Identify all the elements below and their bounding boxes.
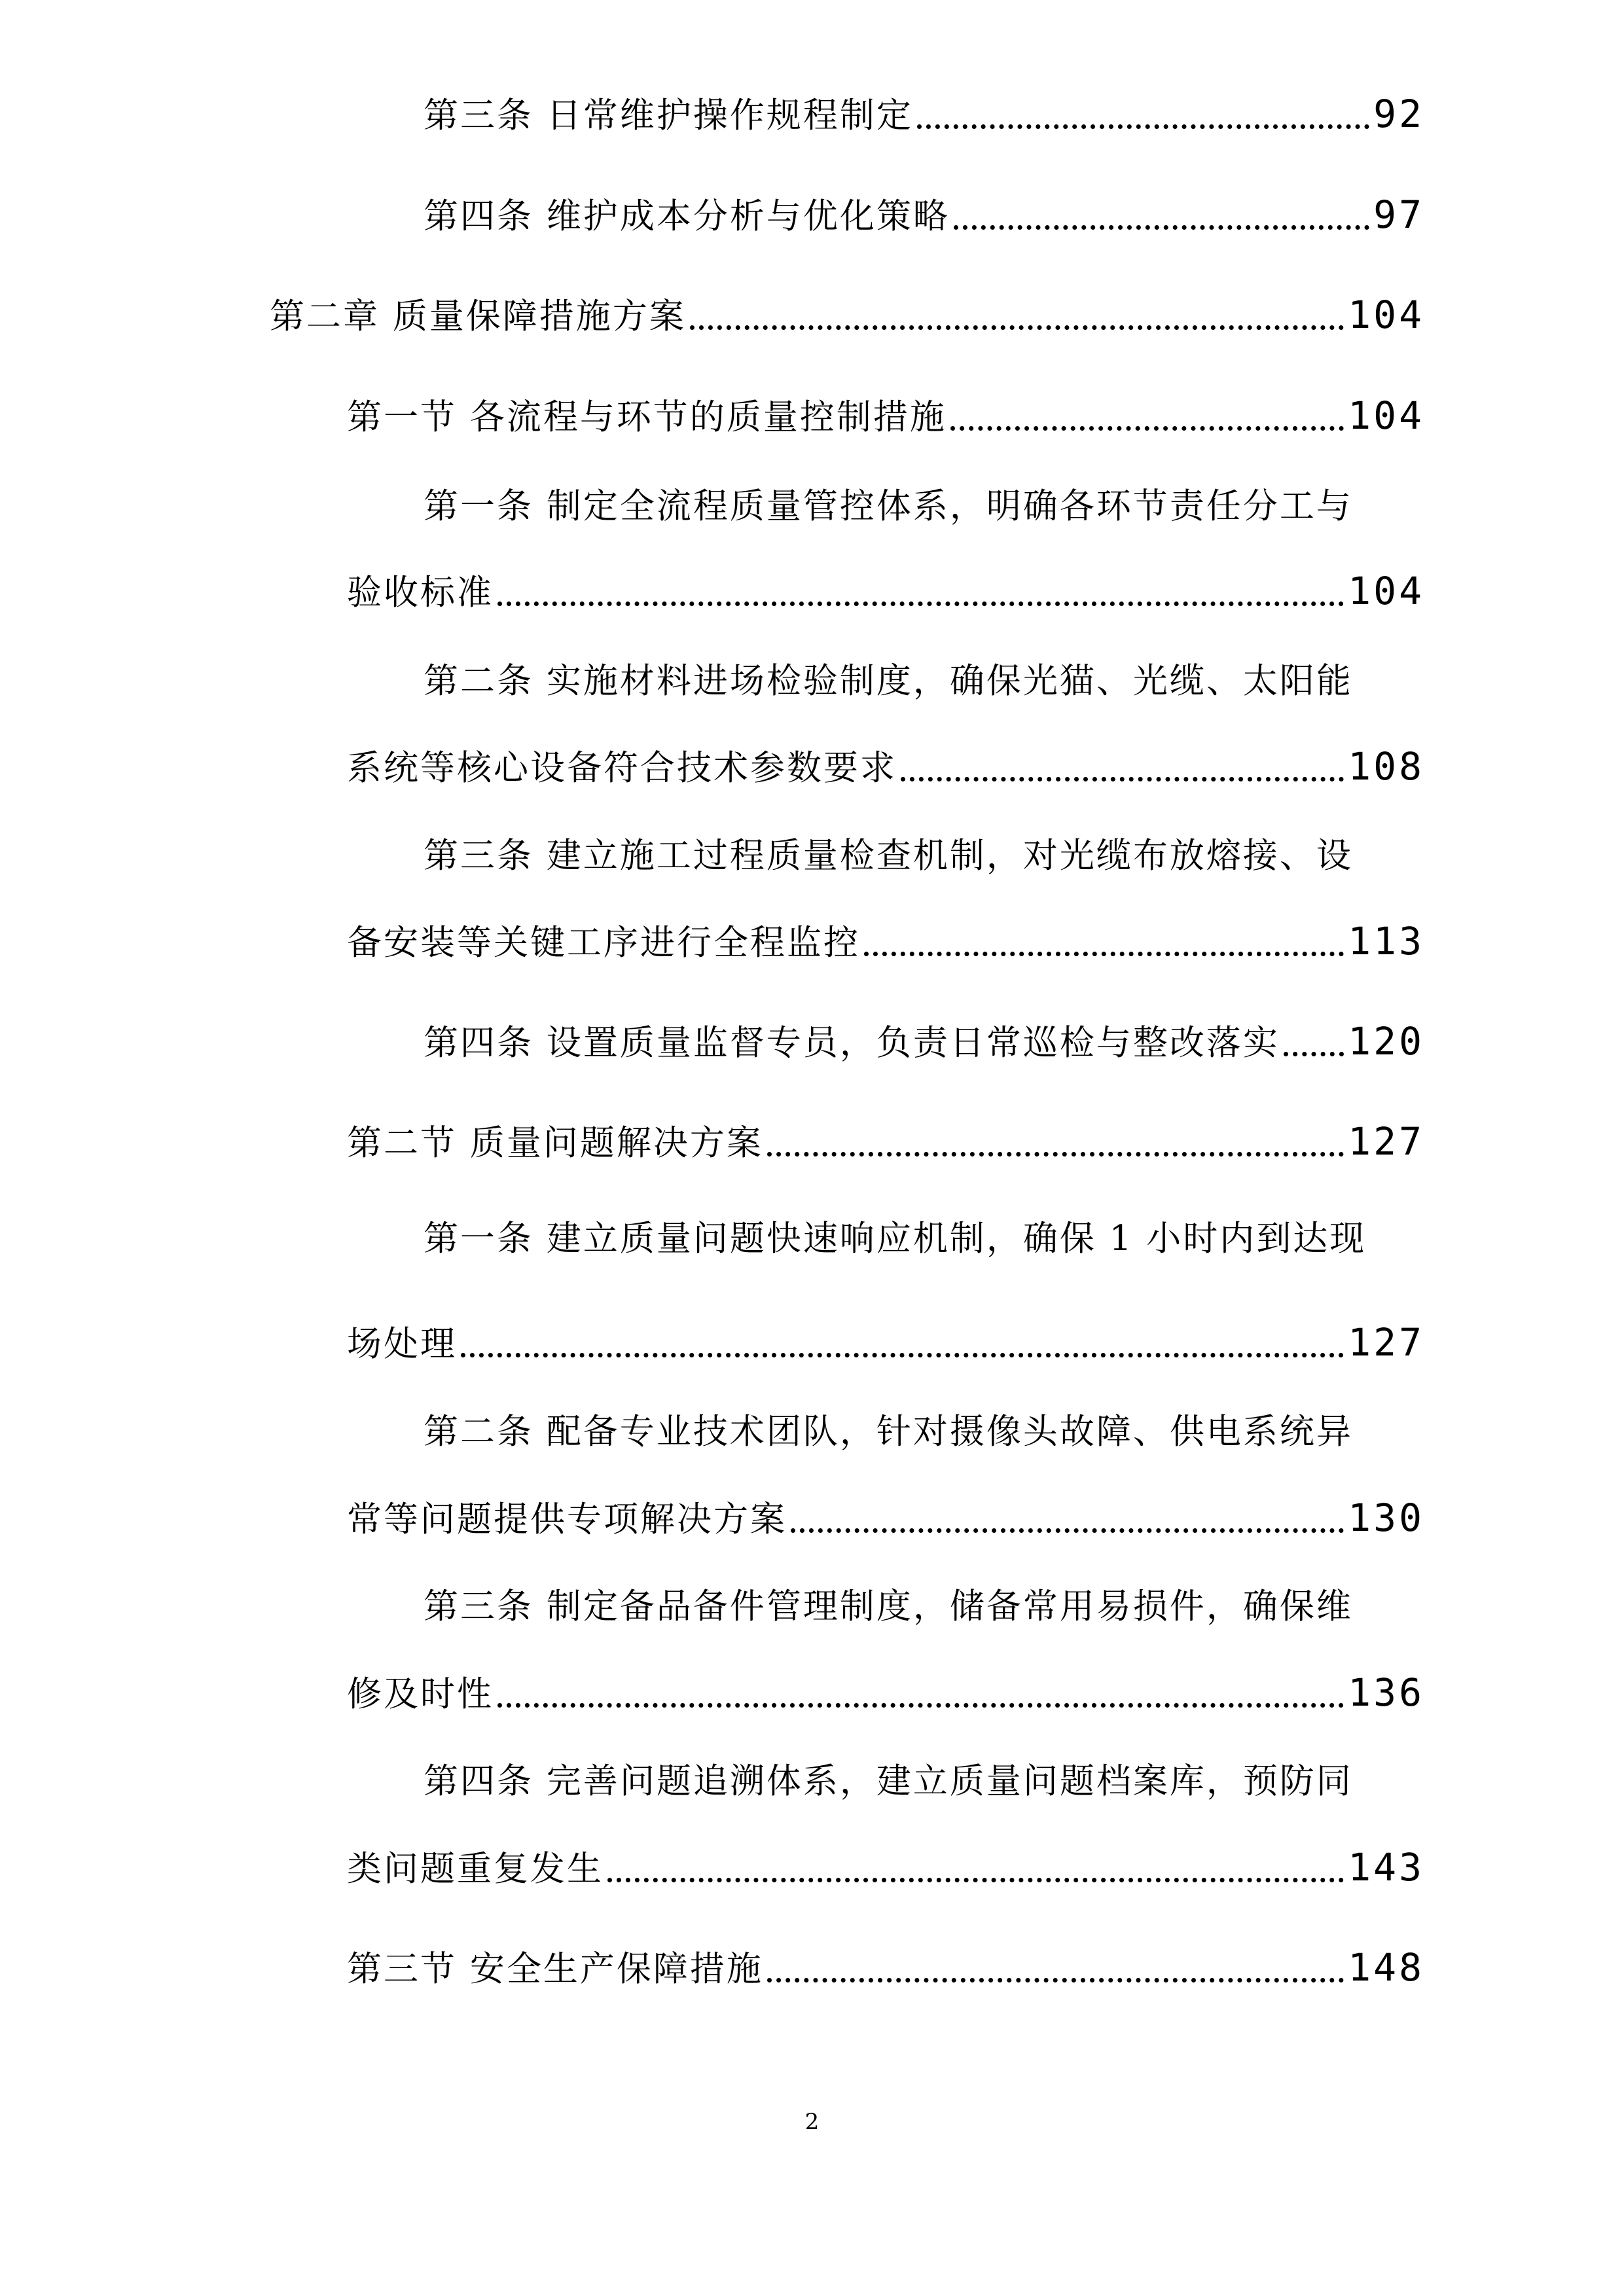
toc-entry-label: 场处理: [347, 1324, 457, 1364]
toc-entry[interactable]: [347, 569, 1424, 613]
toc-entry[interactable]: [347, 1320, 1424, 1365]
toc-leader-dots: [791, 1528, 1344, 1533]
toc-entry[interactable]: [424, 1019, 1424, 1064]
toc-entry-label: 验收标准: [347, 573, 494, 613]
toc-entry-page: 148: [1348, 1945, 1424, 1990]
toc-entry-first-line[interactable]: 第一条 制定全流程质量管控体系，明确各环节责任分工与: [424, 486, 1353, 526]
toc-entry-page: 130: [1348, 1496, 1424, 1540]
toc-leader-dots: [950, 426, 1344, 431]
toc-section-entry[interactable]: [347, 393, 1424, 438]
toc-entry-page: 113: [1348, 919, 1424, 963]
toc-entry-page: 108: [1348, 744, 1424, 789]
page-number: 2: [804, 2109, 820, 2135]
toc-entry-first-line[interactable]: 第三条 建立施工过程质量检查机制，对光缆布放熔接、设: [424, 836, 1353, 876]
toc-section-entry[interactable]: [347, 1119, 1424, 1164]
toc-entry-first-line[interactable]: 第三条 制定备品备件管理制度，储备常用易损件，确保维: [424, 1587, 1353, 1626]
toc-entry-first-line[interactable]: 第二条 实施材料进场检验制度，确保光猫、光缆、太阳能: [424, 661, 1353, 701]
toc-leader-dots: [461, 1353, 1344, 1357]
toc-entry-page: 136: [1348, 1670, 1424, 1715]
toc-entry-page: 120: [1348, 1019, 1424, 1064]
toc-entry-first-line[interactable]: 第一条 建立质量问题快速响应机制，确保 1 小时内到达现: [424, 1219, 1367, 1259]
toc-leader-dots: [767, 1152, 1344, 1157]
toc-section-entry[interactable]: [347, 1945, 1424, 1990]
toc-entry[interactable]: [424, 192, 1424, 237]
toc-entry-page: 104: [1348, 293, 1424, 337]
toc-entry-label: 第一节 各流程与环节的质量控制措施: [347, 397, 947, 437]
toc-entry-label: 第二章 质量保障措施方案: [270, 296, 686, 336]
toc-entry-label: 常等问题提供专项解决方案: [347, 1499, 787, 1539]
toc-entry[interactable]: [347, 919, 1424, 963]
toc-entry-label: 第三条 日常维护操作规程制定: [424, 96, 913, 135]
toc-leader-dots: [767, 1978, 1344, 1982]
toc-entry-label: 第二节 质量问题解决方案: [347, 1123, 763, 1163]
toc-entry[interactable]: [347, 1845, 1424, 1890]
toc-leader-dots: [690, 325, 1344, 330]
toc-leader-dots: [864, 952, 1344, 956]
toc-entry-page: 104: [1348, 393, 1424, 438]
toc-entry-label: 系统等核心设备符合技术参数要求: [347, 748, 897, 788]
toc-entry-label: 修及时性: [347, 1674, 494, 1714]
toc-entry-page: 104: [1348, 569, 1424, 613]
toc-entry[interactable]: [347, 744, 1424, 789]
toc-entry-label: 第四条 维护成本分析与优化策略: [424, 196, 950, 236]
toc-leader-dots: [917, 124, 1369, 129]
toc-entry-page: 127: [1348, 1320, 1424, 1365]
toc-entry-page: 127: [1348, 1119, 1424, 1164]
toc-entry[interactable]: [347, 1496, 1424, 1540]
toc-entry-label: 第三节 安全生产保障措施: [347, 1949, 763, 1989]
toc-entry-label: 第四条 设置质量监督专员，负责日常巡检与整改落实: [424, 1023, 1280, 1063]
toc-leader-dots: [497, 601, 1344, 606]
toc-entry-page: 97: [1373, 192, 1424, 237]
toc-leader-dots: [497, 1703, 1344, 1708]
toc-leader-dots: [954, 225, 1369, 230]
toc-entry[interactable]: [347, 1670, 1424, 1715]
toc-chapter-entry[interactable]: [270, 293, 1424, 337]
toc-leader-dots: [901, 777, 1344, 781]
toc-entry-label: 类问题重复发生: [347, 1849, 604, 1889]
toc-entry[interactable]: [424, 92, 1424, 136]
toc-entry-label: 备安装等关键工序进行全程监控: [347, 923, 860, 963]
toc-leader-dots: [1284, 1052, 1344, 1056]
toc-entry-first-line[interactable]: 第四条 完善问题追溯体系，建立质量问题档案库，预防同: [424, 1761, 1353, 1801]
toc-entry-first-line[interactable]: 第二条 配备专业技术团队，针对摄像头故障、供电系统异: [424, 1412, 1353, 1452]
toc-entry-page: 143: [1348, 1845, 1424, 1890]
toc-entry-page: 92: [1373, 92, 1424, 136]
toc-leader-dots: [607, 1878, 1344, 1882]
